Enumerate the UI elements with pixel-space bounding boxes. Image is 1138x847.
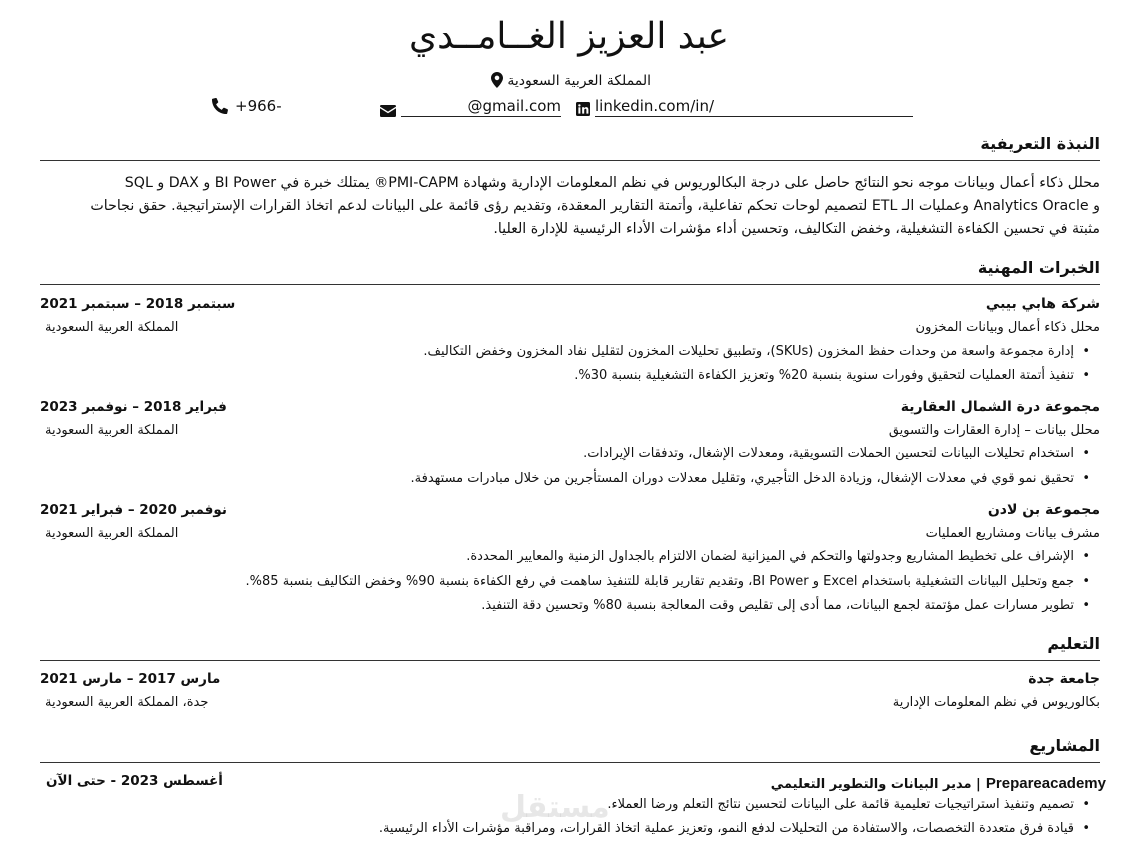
project-bullet: • قيادة فرق متعددة التخصصات، والاستفادة من التحليلات لدفع النمو، وتعزيز عملية اتخاذ القرارات، ومراقبة مؤشرات الأداء الرئيسية.: [379, 821, 1074, 836]
candidate-name: عبد العزيز الغــامــدي: [408, 16, 730, 57]
job-dates: سبتمبر 2018 – سبتمبر 2021: [40, 296, 236, 312]
projects-heading: المشاريع: [1029, 736, 1100, 755]
project-name: Prepareacademy: [985, 775, 1106, 792]
education-location: جدة، المملكة العربية السعودية: [45, 695, 209, 710]
job-bullet: • تطوير مسارات عمل مؤتمتة لجمع البيانات، مما أدى إلى تقليص وقت المعالجة بنسبة 80% وتحسين دقة التنفيذ.: [481, 598, 1074, 613]
project-dates: أغسطس 2023 - حتى الآن: [46, 773, 223, 789]
envelope-icon: [380, 102, 396, 121]
section-divider: [40, 660, 1100, 661]
job-dates: نوفمبر 2020 – فبراير 2021: [40, 502, 227, 518]
job-location: المملكة العربية السعودية: [45, 526, 179, 541]
summary-line-2: و Analytics Oracle وعمليات الـ ETL لتصميم لوحات تحكم تفاعلية، وأتمتة التقارير المعقدة، وتقديم رؤى قائمة على البيانات لدعم اتخاذ القرارات الإستراتيجية. حقق نجاحات: [90, 198, 1100, 214]
degree: بكالوريوس في نظم المعلومات الإدارية: [892, 695, 1100, 710]
linkedin-icon: [576, 101, 590, 120]
summary-line-1: محلل ذكاء أعمال وبيانات موجه نحو النتائج حاصل على درجة البكالوريوس في نظم المعلومات الإدارية وشهادة PMI-CAPM® يمتلك خبرة في BI Power و DAX و SQL: [124, 175, 1100, 191]
phone-icon: [212, 98, 228, 118]
job-dates: فبراير 2018 – نوفمبر 2023: [40, 399, 227, 415]
job-bullet: • الإشراف على تخطيط المشاريع وجدولتها والتحكم في الميزانية لضمان الالتزام بالجداول الزمنية والمعايير المحددة.: [466, 549, 1074, 564]
location-pin-icon: [491, 72, 503, 92]
project-role: | مدير البيانات والتطوير التعليمي: [770, 777, 981, 792]
summary-heading: النبذة التعريفية: [980, 134, 1100, 153]
job-bullet: • استخدام تحليلات البيانات لتحسين الحملات التسويقية، ومعدلات الإشغال، وتدفقات الإيرادات.: [583, 446, 1074, 461]
phone-number[interactable]: +966-: [235, 97, 282, 115]
job-location: المملكة العربية السعودية: [45, 423, 179, 438]
job-role: محلل بيانات – إدارة العقارات والتسويق: [888, 423, 1100, 438]
section-divider: [40, 762, 1100, 763]
watermark: مستقل: [500, 790, 610, 825]
job-role: مشرف بيانات ومشاريع العمليات: [925, 526, 1100, 541]
location-text: المملكة العربية السعودية: [507, 73, 652, 89]
section-divider: [40, 160, 1100, 161]
job-location: المملكة العربية السعودية: [45, 320, 179, 335]
email-link[interactable]: @gmail.com: [401, 97, 561, 117]
job-company: مجموعة درة الشمال العقارية: [900, 399, 1100, 415]
project-bullet: • تصميم وتنفيذ استراتيجيات تعليمية قائمة على البيانات لتحسين نتائج التعلم ورضا العملاء.: [607, 797, 1074, 812]
job-bullet: • إدارة مجموعة واسعة من وحدات حفظ المخزون (SKUs)، وتطبيق تحليلات المخزون لتقليل نفاد المخزون وخفض التكاليف.: [423, 344, 1074, 359]
school-name: جامعة جدة: [1028, 671, 1100, 687]
job-bullet: • تحقيق نمو قوي في معدلات الإشغال، وزيادة الدخل التأجيري، وتقليل معدلات دوران المستأجرين من خلال مبادرات مستهدفة.: [411, 471, 1074, 486]
education-heading: التعليم: [1047, 634, 1100, 653]
job-bullet: • جمع وتحليل البيانات التشغيلية باستخدام Excel و BI Power، وتقديم تقارير قابلة للتنفيذ ساهمت في رفع الكفاءة بنسبة 90% وخفض التكاليف بنسبة 85%.: [246, 574, 1074, 589]
job-company: مجموعة بن لادن: [987, 502, 1100, 518]
education-dates: مارس 2017 – مارس 2021: [40, 671, 221, 687]
job-role: محلل ذكاء أعمال وبيانات المخزون: [915, 320, 1100, 335]
job-company: شركة هابي بيبي: [985, 296, 1100, 312]
linkedin-link[interactable]: linkedin.com/in/: [595, 97, 913, 117]
project-title: [771, 773, 1106, 792]
summary-line-3: مثبتة في تحسين الكفاءة التشغيلية، وخفض التكاليف، وتحسين أداء مؤشرات الأداء الرئيسية للإدارة العليا.: [493, 221, 1100, 237]
location-line: [0, 72, 1138, 92]
job-bullet: • تنفيذ أتمتة العمليات لتحقيق وفورات سنوية بنسبة 20% وتعزيز الكفاءة التشغيلية بنسبة 30%.: [574, 368, 1074, 383]
section-divider: [40, 284, 1100, 285]
experience-heading: الخبرات المهنية: [977, 258, 1100, 277]
